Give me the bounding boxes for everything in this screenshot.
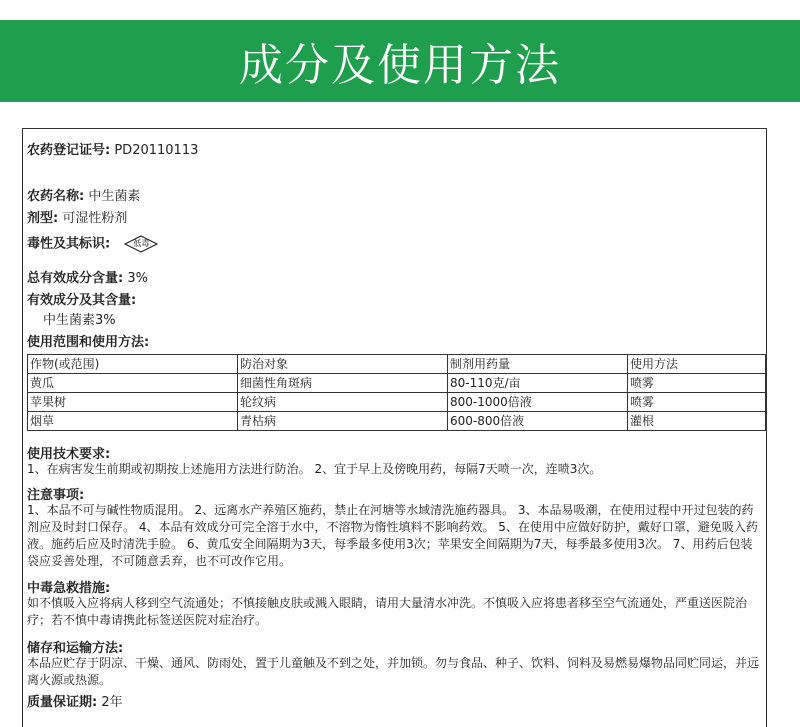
notes-text: 1、本品不可与碱性物质混用。 2、远离水产养殖区施药，禁止在河塘等水域清洗施药器具。 3、本品易吸潮，在使用过程中开过包装的药剂应及时封口保存。 4、本品有效成分可完全溶于水中，不溶物为惰性填料不影响药效。 5、在使用中应做好防护，戴好口罩，避免吸入药液。施药后应及时清洗手脸。 6、黄瓜安全间隔期为3天，每季最多使用3次；苹果安全间隔期为7天，每季最多使用3次。 7、用药后包装袋应妥善处理，不可随意丢弃，也不可改作它用。 [27,503,758,568]
storage-heading: 储存和运输方法: [27,641,124,656]
product-name-value: 中生菌素 [88,189,141,204]
registration-line [27,143,198,159]
table-cell: 黄瓜 [28,374,238,393]
total-content-line [27,271,148,287]
total-content-value: 3% [127,271,148,286]
first-aid-text: 如不慎吸入应将病人移到空气流通处；不慎接触皮肤或溅入眼睛，请用大量清水冲洗。不慎吸入应将患者移至空气流通处，严重送医院治疗；若不慎中毒请携此标签送医院对症治疗。 [27,596,748,627]
table-header-cell: 制剂用药量 [448,355,628,374]
ingredients-heading [27,293,136,309]
table-cell: 轮纹病 [238,393,448,412]
toxicity-label: 毒性及其标识: [27,236,111,252]
notes-heading: 注意事项: [27,488,85,503]
table-cell: 烟草 [28,412,238,431]
formulation-label: 剂型: [27,211,59,226]
table-row [28,412,766,431]
table-cell: 喷雾 [628,393,766,412]
ingredients-label: 有效成分及其含量: [27,293,137,308]
toxicity-badge-text: 低毒 [133,239,150,248]
table-row [28,374,766,393]
formulation-value: 可湿性粉剂 [62,211,128,226]
shelf-life-line [27,695,123,711]
toxicity-line [27,235,158,253]
table-header-row [28,355,766,374]
table-cell: 80-110克/亩 [448,374,628,393]
table-cell: 青枯病 [238,412,448,431]
table-cell: 800-1000倍液 [448,393,628,412]
storage-text: 本品应贮存于阴凉、干燥、通风、防雨处，置于儿童触及不到之处，并加锁。勿与食品、种子、饮料、饲料及易燃易爆物品同贮同运，并远离火源或热源。 [27,656,760,687]
header-banner [0,20,800,102]
registration-value: PD20110113 [114,143,199,158]
table-cell: 苹果树 [28,393,238,412]
product-name-line [27,189,140,205]
table-cell: 喷雾 [628,374,766,393]
table-header-cell: 作物(或范围) [28,355,238,374]
table-cell: 灌根 [628,412,766,431]
table-cell: 600-800倍液 [448,412,628,431]
registration-label: 农药登记证号: [27,143,111,158]
table-header-cell: 使用方法 [628,355,766,374]
total-content-label: 总有效成分含量: [27,271,124,286]
product-name-label: 农药名称: [27,189,85,204]
ingredients-value: 中生菌素3% [43,313,116,328]
first-aid-heading: 中毒急救措施: [27,581,111,596]
label-document [22,128,767,727]
tech-text: 1、在病害发生前期或初期按上述施用方法进行防治。 2、宜于早上及傍晚用药，每隔7天喷一次，连喷3次。 [27,462,602,476]
shelf-life-value: 2年 [101,695,123,710]
tech-heading: 使用技术要求: [27,447,111,462]
shelf-life-label: 质量保证期: [27,695,98,710]
low-toxicity-icon [124,235,158,253]
usage-heading [27,335,149,351]
table-cell: 细菌性角斑病 [238,374,448,393]
table-row [28,393,766,412]
page-title: 成分及使用方法 [239,40,561,91]
table-header-cell: 防治对象 [238,355,448,374]
formulation-line [27,211,127,227]
usage-label: 使用范围和使用方法: [27,335,150,350]
usage-table [27,354,766,431]
